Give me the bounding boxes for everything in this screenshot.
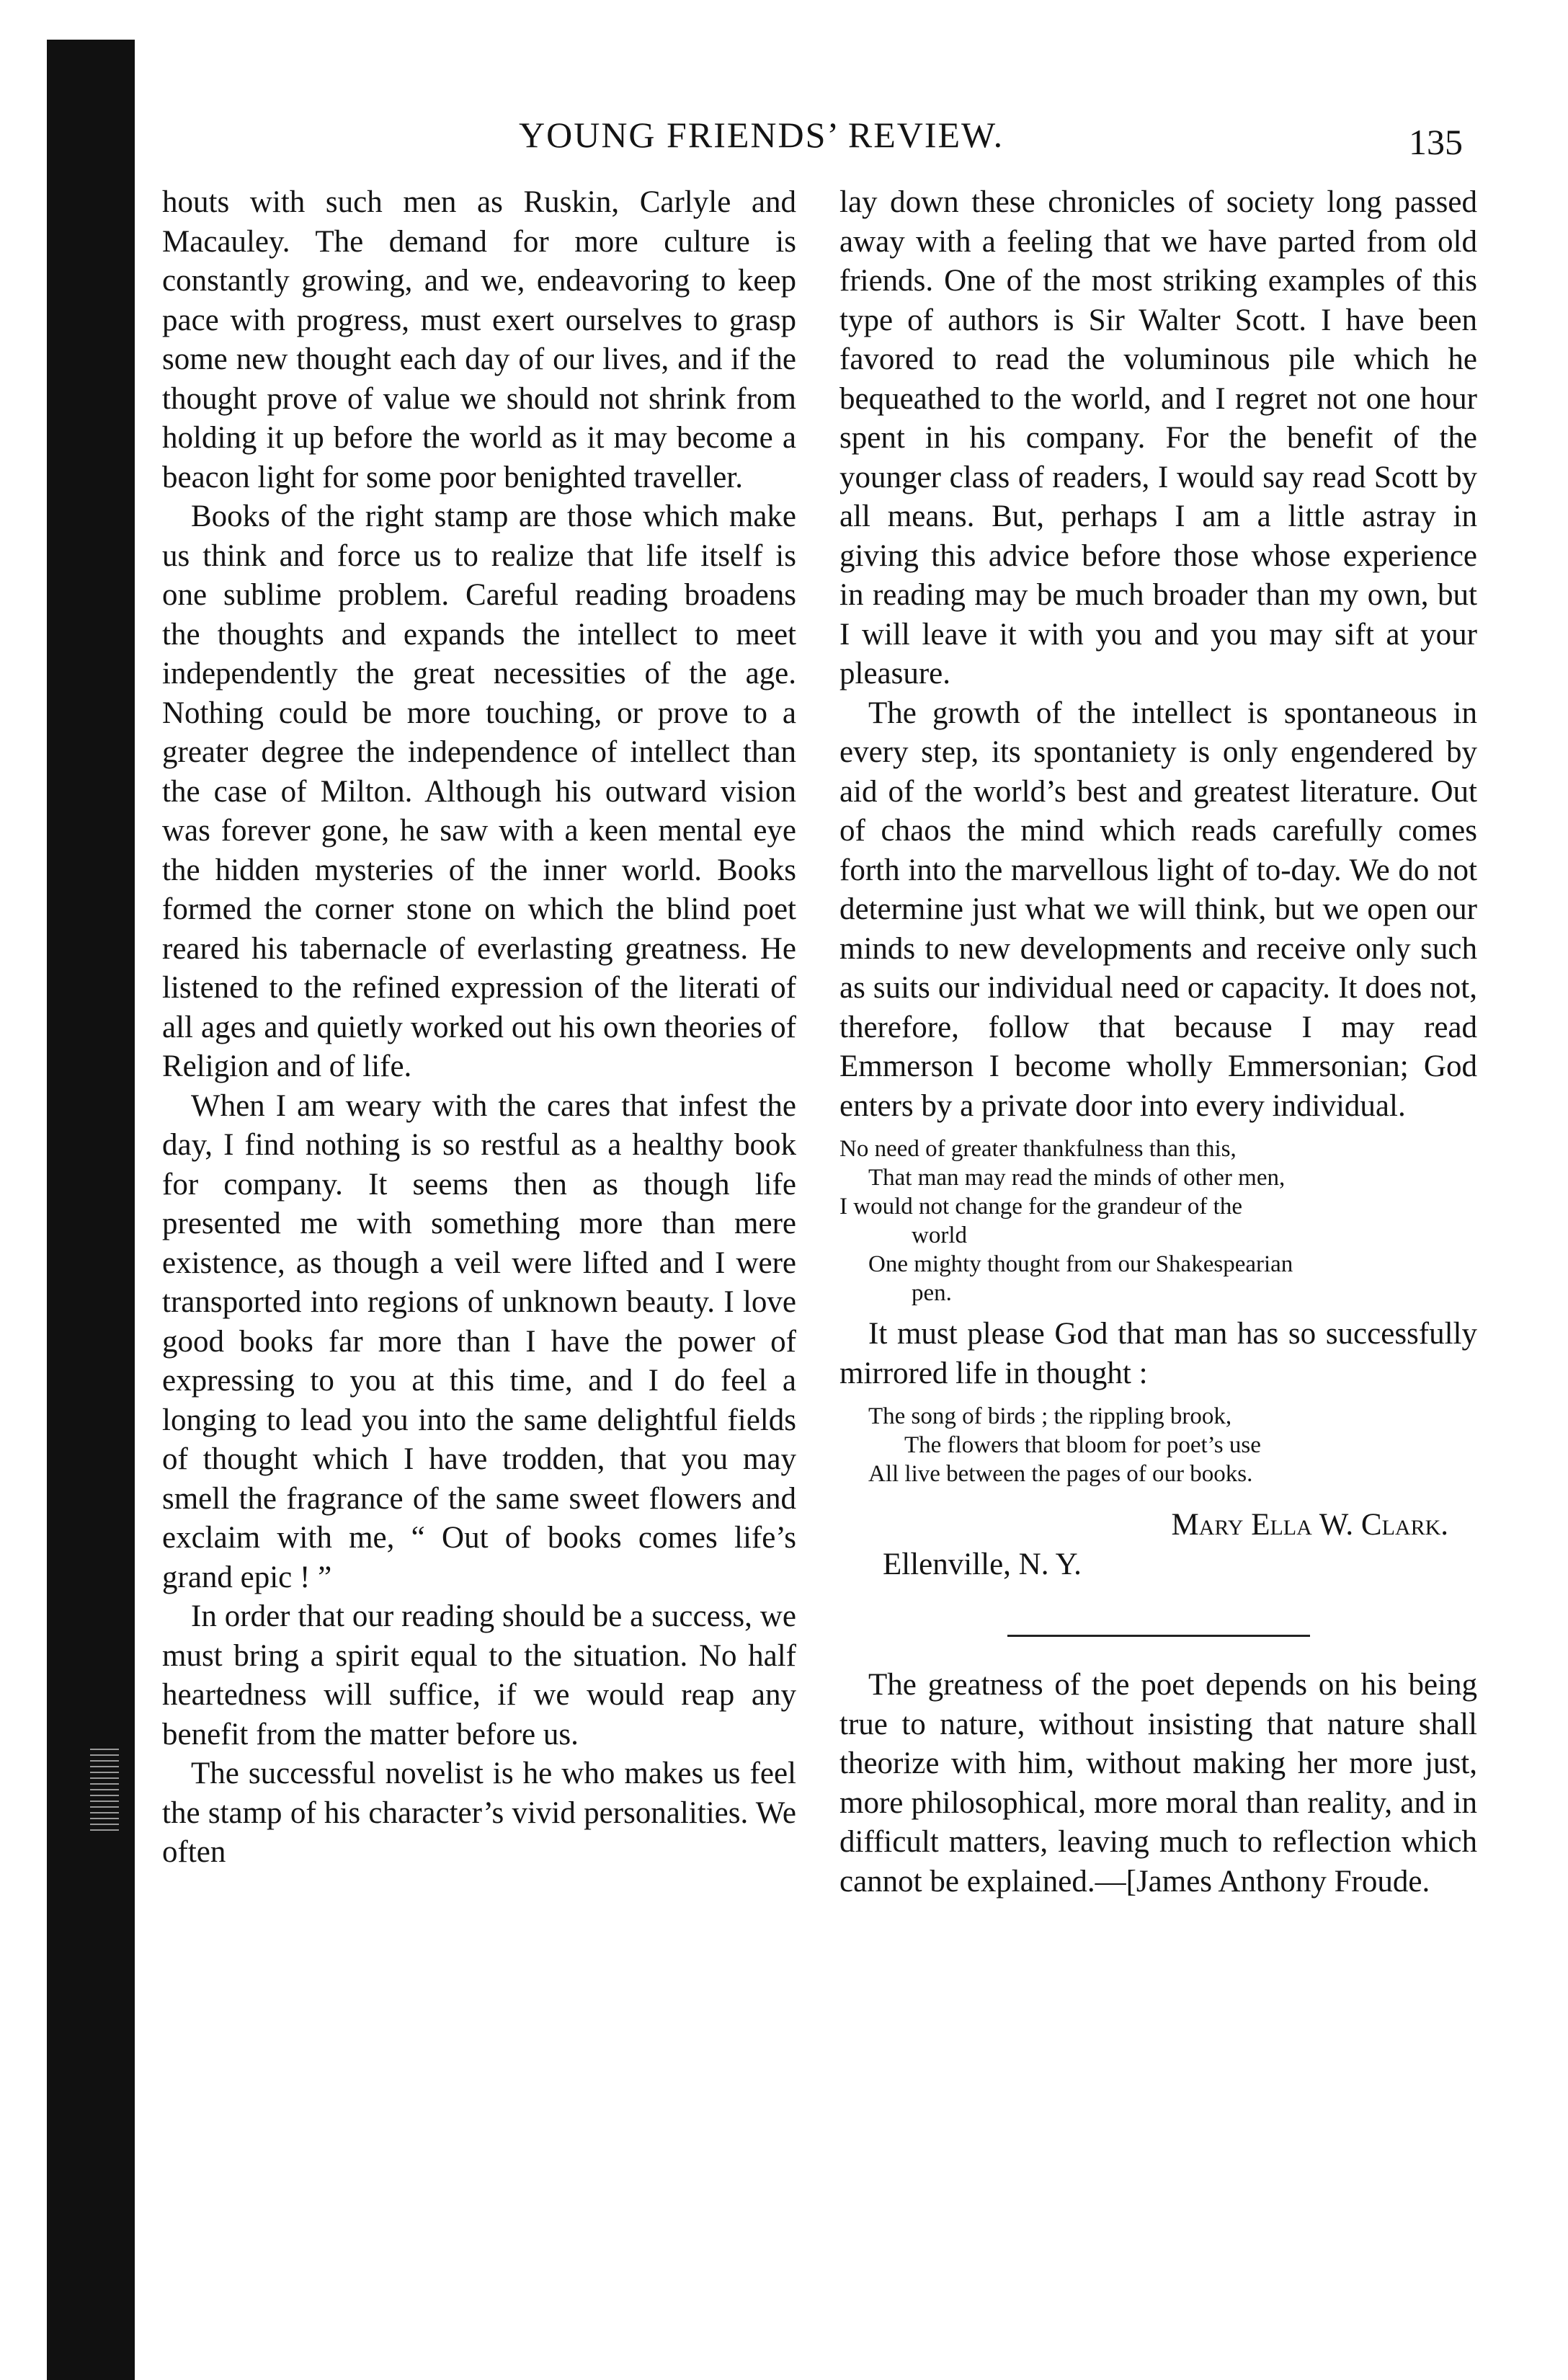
poem-line: The song of birds ; the rippling brook, [868, 1403, 1232, 1429]
section-divider [1007, 1635, 1310, 1637]
poem-excerpt [839, 1135, 1477, 1307]
paragraph: When I am weary with the cares that infest the day, I find nothing is so restful as a healthy book for company. It seems then as though life presented me with something more than mere existence, as though a veil were lifted and I were transported into regions of unknown beauty. I love good books far more than I have the power of expressing to you at this time, and I do feel a longing to lead you into the same delightful fields of thought which I have trodden, that you may smell the fragrance of the same sweet flowers and exclaim with me, “ Out of books comes life’s grand epic ! ” [162, 1088, 796, 1594]
running-title: YOUNG FRIENDS’ REVIEW. [519, 115, 1004, 155]
paragraph: houts with such men as Ruskin, Carlyle and Macauley. The demand for more culture is constantly growing, and we, endeavoring to keep pace with progress, must exert ourselves to grasp some new thought each day of our lives, and if the thought prove of value we should not shrink from holding it up before the world as it may become a beacon light for some poor benighted traveller. [162, 185, 796, 494]
page-number: 135 [1409, 122, 1463, 162]
poem-line: I would not change for the grandeur of the [839, 1194, 1242, 1220]
poem-line: No need of greater thankfulness than this, [839, 1136, 1237, 1162]
poem-excerpt [839, 1402, 1477, 1488]
poem-line: world [912, 1222, 967, 1248]
poem-line: The flowers that bloom for poet’s use [904, 1432, 1261, 1458]
paragraph: lay down these chronicles of society long passed away with a feeling that we have parted from old friends. One of the most striking examples of this type of authors is Sir Walter Scott. I have been favored to read the voluminous pile which he bequeathed to the world, and I regret not one hour spent in his company. For the benefit of the younger class of readers, I would say read Scott by all means. But, perhaps I am a little astray in giving this advice before those whose experience in reading may be much broader than my own, but I will leave it with you and you may sift at your pleasure. [839, 185, 1477, 691]
right-column [839, 183, 1477, 1901]
author-location: Ellenville, N. Y. [883, 1547, 1082, 1581]
binding-shadow [47, 40, 135, 2380]
binding-speckle [90, 1744, 119, 1831]
paragraph: It must please God that man has so successfully mirrored life in thought : [839, 1317, 1477, 1390]
poem-line: One mighty thought from our Shakespearian [868, 1251, 1293, 1277]
left-column [162, 183, 796, 1873]
page-header [166, 114, 1463, 164]
paragraph: In order that our reading should be a success, we must bring a spirit equal to the situation. No half heartedness will suffice, if we would reap any benefit from the matter before us. [162, 1599, 796, 1751]
poem-line: All live between the pages of our books. [868, 1461, 1253, 1487]
paragraph: Books of the right stamp are those which make us think and force us to realize that life itself is one sublime problem. Careful reading broadens the thoughts and expands the intellect to meet independently the great necessities of the age. Nothing could be more touching, or prove to a greater degree the independence of intellect than the case of Milton. Although his outward vision was forever gone, he saw with a keen mental eye the hidden mysteries of the inner world. Books formed the corner stone on which the blind poet reared his tabernacle of everlasting greatness. He listened to the refined expression of the literati of all ages and quietly worked out his own theories of Religion and of life. [162, 499, 796, 1083]
paragraph: The successful novelist is he who makes us feel the stamp of his character’s vivid personalities. We often [162, 1757, 796, 1869]
author-signature: Mary Ella W. Clark. [1171, 1508, 1448, 1542]
poem-line: That man may read the minds of other men, [868, 1165, 1286, 1191]
poem-line: pen. [912, 1280, 952, 1306]
paragraph: The growth of the intellect is spontaneous in every step, its spontaniety is only engendered by aid of the world’s best and greatest literature. Out of chaos the mind which reads carefully comes forth into the marvellous light of to-day. We do not determine just what we will think, but we open our minds to new developments and receive only such as suits our individual need or capacity. It does not, therefore, follow that because I may read Emmerson I become wholly Emmersonian; God enters by a private door into every individual. [839, 696, 1477, 1123]
quote-paragraph: The greatness of the poet depends on his being true to nature, without insisting that nature shall theorize with him, without making her more just, more philosophical, more moral than reality, and in difficult matters, leaving much to reflection which cannot be explained.—[James Anthony Froude. [839, 1668, 1477, 1899]
